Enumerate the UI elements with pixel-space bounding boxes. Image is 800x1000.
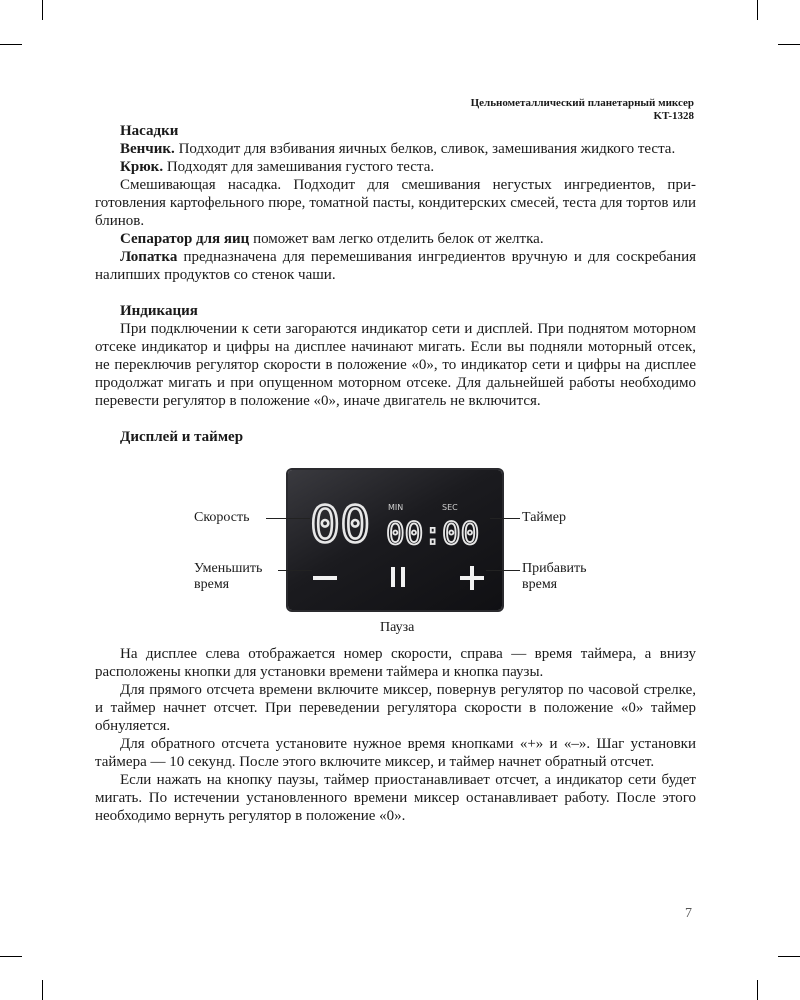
header-product-name: Цельнометаллический планетарный миксер	[470, 97, 694, 109]
mixing-paragraph: Смешивающая насадка. Подходит для смешивания негустых ингредиентов, приготовления картофельного пюре, томатной пасты, кондитерских смесей, теста для тортов или блинов.	[95, 177, 696, 229]
crop-mark	[42, 980, 43, 1000]
crop-mark	[42, 0, 43, 20]
crop-mark	[757, 980, 758, 1000]
separator-text: поможет вам легко отделить белок от желтка.	[249, 231, 544, 247]
display-paragraph-3: Для обратного отсчета установите нужное время кнопками «+» и «–». Шаг установки таймера — 10 секунд. После этого включите миксер, и таймер начнет обратный отсчет.	[95, 736, 696, 770]
timer-callout: Таймер	[522, 510, 566, 525]
display-paragraph-4: Если нажать на кнопку паузы, таймер приостанавливает отсчет, а индикатор сети будет мигать. По истечении установленного времени миксер останавливает работу. После этого необходимо вернуть регулятор в положение «0».	[95, 772, 696, 824]
spacer	[95, 284, 696, 302]
increase-callout	[522, 561, 587, 593]
display-paragraph-2: Для прямого отсчета времени включите миксер, повернув регулятор по часовой стрелке, и таймер начнет отсчет. При переведении регулятора скорости в положение «0» таймер обнуляется.	[95, 682, 696, 734]
crop-mark	[778, 44, 800, 45]
separator-term: Сепаратор для яиц	[120, 231, 250, 247]
page-number: 7	[685, 906, 692, 921]
decrease-leader-line	[278, 570, 312, 571]
separator-paragraph	[95, 230, 696, 248]
decrease-callout-line1: Уменьшить	[194, 561, 263, 576]
timer-digits: 00:00	[386, 516, 480, 552]
spatula-term: Лопатка	[120, 249, 178, 265]
hook-term: Крюк.	[120, 159, 164, 175]
indication-title: Индикация	[120, 303, 198, 319]
hook-paragraph	[95, 158, 696, 176]
sec-label: SEC	[442, 503, 458, 512]
whisk-text: Подходит для взбивания яичных белков, сливок, замешивания жидкого теста.	[174, 141, 676, 157]
crop-mark	[757, 0, 758, 20]
display-panel-graphic	[288, 470, 502, 610]
attachments-title: Насадки	[120, 123, 179, 139]
min-label: MIN	[388, 503, 404, 512]
bottom-content	[95, 645, 696, 825]
minus-icon[interactable]	[313, 576, 337, 580]
increase-callout-line2: время	[522, 577, 558, 592]
pause-callout: Пауза	[380, 620, 415, 635]
spacer	[95, 410, 696, 428]
running-header	[471, 97, 694, 123]
display-paragraph-1: На дисплее слева отображается номер скорости, справа — время таймера, а внизу расположены кнопки для установки времени таймера и кнопка паузы.	[95, 646, 696, 680]
crop-mark	[0, 956, 22, 957]
display-panel	[288, 470, 502, 610]
pause-icon[interactable]	[391, 567, 405, 587]
speed-digits: 00	[310, 496, 371, 554]
decrease-callout-line2: время	[194, 577, 230, 592]
increase-leader-line	[486, 570, 520, 571]
plus-icon[interactable]	[460, 566, 484, 590]
spatula-text: предназначена для перемешивания ингредиентов вручную и для соскребания налипших продуктов со стенок чаши.	[95, 249, 696, 283]
crop-mark	[0, 44, 22, 45]
header-model: KT-1328	[653, 110, 694, 122]
whisk-term: Венчик.	[120, 141, 175, 157]
hook-text: Подходят для замешивания густого теста.	[163, 159, 435, 175]
speed-callout: Скорость	[194, 510, 250, 525]
increase-callout-line1: Прибавить	[522, 561, 587, 576]
speed-leader-line	[266, 518, 310, 519]
indication-paragraph: При подключении к сети загораются индикатор сети и дисплей. При поднятом моторном отсеке индикатор и цифры на дисплее начинают мигать. Если вы подняли моторный отсек, не переключив регулятор скорости в положение «0», то индикатор сети и цифры на дисплее продолжат мигать и при опущенном моторном отсеке. Для дальнейшей работы необходимо перевести регулятор в положение «0», иначе двигатель не включится.	[95, 321, 696, 409]
timer-leader-line	[490, 518, 520, 519]
whisk-paragraph	[95, 140, 696, 158]
display-title: Дисплей и таймер	[120, 429, 244, 445]
decrease-callout	[194, 561, 262, 593]
spatula-paragraph	[95, 248, 696, 284]
top-content	[95, 122, 696, 446]
crop-mark	[778, 956, 800, 957]
